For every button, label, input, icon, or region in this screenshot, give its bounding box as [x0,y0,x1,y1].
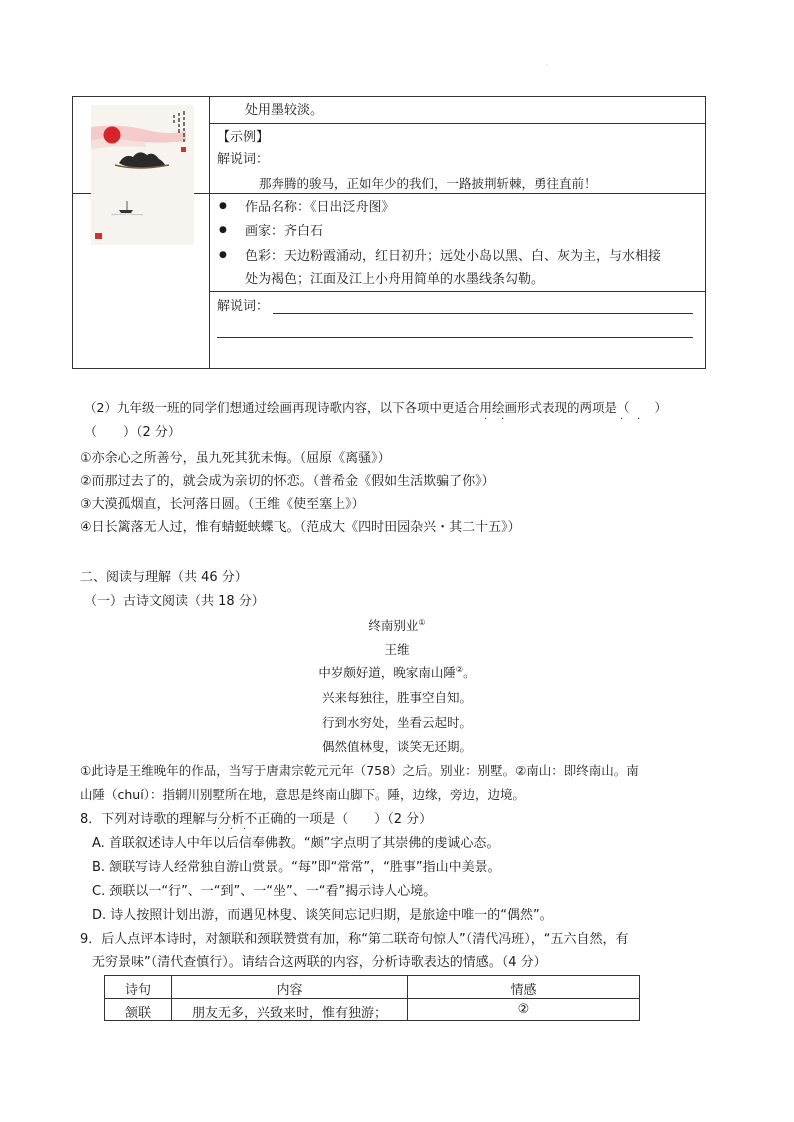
section-title: 二、阅读与理解（共 46 分） [80,570,248,585]
q8-option: B. 颔联写诗人经常独自游山赏景。“每”即“常常”，“胜事”指山中美景。 [92,860,501,875]
bullet-icon: ● [219,225,227,235]
poem-line: 偶然值林叟，谈笑无还期。 [321,739,472,754]
poem-title: 终南别业① [368,617,426,633]
section-subtitle: （一）古诗文阅读（共 18 分） [84,594,265,609]
row-divider [105,998,639,999]
bullet-color-cont: 处为褐色；江面及江上小舟用简单的水墨线条勾勒。 [245,272,545,287]
bullet-icon: ● [219,250,227,260]
emphasis-dots: · [484,414,488,425]
q8-option: D. 诗人按照计划出游，而遇见林叟、谈笑间忘记归期，是旅途中唯一的“偶然”。 [92,908,553,923]
q2-stem-cont: （ ）（2 分） [84,425,181,440]
table-cell: ② [517,1002,530,1017]
poem-notes: ①此诗是王维晚年的作品，当写于唐肃宗乾元元年（758）之后。别业：别墅。②南山：即终南山。南 [80,763,639,778]
bullet-color: 色彩：天边粉霞涌动，红日初升；远处小岛以黑、白、灰为主，与水相接 [245,249,662,264]
q8-stem: 8．下列对诗歌的理解与分析不正确的一项是（ ）（2 分） [80,812,433,827]
table-cell: 颔联 [124,1006,151,1021]
bullet-title: 作品名称：《日出泛舟图》 [245,200,395,215]
row-divider [209,291,706,292]
sunrise-boat-painting [91,105,194,245]
emphasis-dots: · [243,824,247,835]
q2-option: ②而那过去了的，就会成为亲切的怀恋。（普希金《假如生活欺骗了你》） [80,474,495,489]
answer-line[interactable] [273,313,693,314]
example-tag: 【示例】 [217,130,270,145]
answer-line[interactable] [217,337,693,338]
header-cell: 诗句 [124,983,151,998]
bullet-painter: 画家：齐白石 [245,224,324,239]
q2-option: ③大漠孤烟直，长河落日圆。（王维《使至塞上》） [80,497,365,512]
row1-text: 处用墨较淡。 [245,103,324,118]
poem-notes-cont: 山陲（chuí）：指辋川别墅所在地，意思是终南山脚下。陲，边缘，旁边，边境。 [80,787,525,802]
table-divider [209,97,210,368]
page-mark: · [546,62,548,69]
q9-table [104,975,640,1021]
poem-line: 行到水穷处，坐看云起时。 [321,715,472,730]
q8-option: A. 首联叙述诗人中年以后信奉佛教。“颇”字点明了其崇佛的虔诚心态。 [92,836,500,851]
painting-image [91,105,194,245]
q8-option: C. 颈联以一“行”、一“到”、一“坐”、一“看”揭示诗人心境。 [92,884,437,899]
q2-option: ④日长篱落无人过，惟有蜻蜓蛱蝶飞。（范成大《四时田园杂兴・其二十五》） [80,520,521,535]
emphasis-dots: · [637,414,641,425]
bullet-icon: ● [219,201,227,211]
table-cell: 朋友无多，兴致来时，惟有独游； [191,1006,387,1021]
row-divider [209,123,706,124]
q9-stem: 9．后人点评本诗时，对颔联和颈联赞赏有加，称“第二联奇句惊人”（清代冯班），“五六自然，有 [80,932,629,947]
poem-line: 兴来每独往，胜事空自知。 [321,690,472,705]
answer-label: 解说词： [217,299,270,314]
q9-stem-cont: 无穷景味”（清代查慎行）。请结合这两联的内容，分析诗歌表达的情感。（4 分） [92,955,547,970]
emphasis-dots: · [217,824,221,835]
header-cell: 内容 [276,983,303,998]
explain-label: 解说词： [217,152,270,167]
emphasis-dots: · [501,414,505,425]
painting-commentary-table [72,96,706,369]
q2-stem: （2）九年级一班的同学们想通过绘画再现诗歌内容，以下各项中更适合用绘画形式表现的两项是（ ） [84,400,667,415]
poem-line: 中岁颇好道，晚家南山陲②。 [318,664,476,680]
poem-author: 王维 [384,642,410,657]
example-text: 那奔腾的骏马，正如年少的我们，一路披荆斩棘，勇往直前！ [259,176,597,191]
emphasis-dots: · [620,414,624,425]
emphasis-dots: · [230,824,234,835]
q2-option: ①亦余心之所善兮，虽九死其犹未悔。（屈原《离骚》） [80,451,391,466]
header-cell: 情感 [510,983,537,998]
